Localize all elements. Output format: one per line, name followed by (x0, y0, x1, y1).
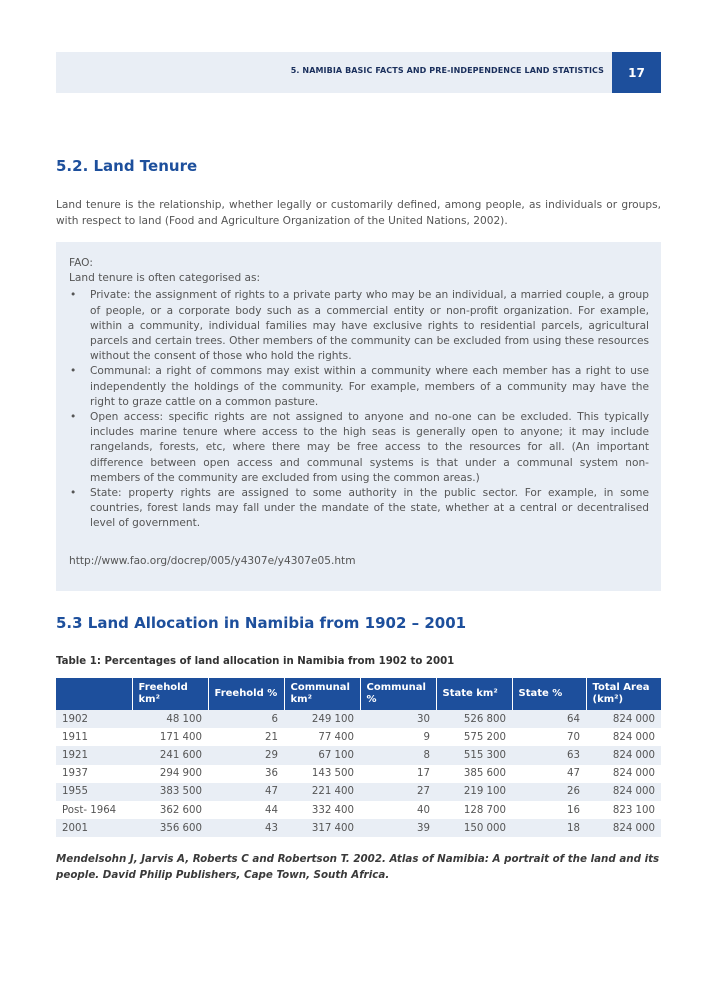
row-year-cell: 1955 (56, 783, 132, 801)
row-year-cell: 2001 (56, 819, 132, 837)
table-cell: 824 000 (586, 783, 661, 801)
list-item-text: Open access: specific rights are not assigned to anyone and no-one can be excluded. This typically includes marine tenure where access to the high seas is generally open to anyone; it may include rangelands, forests, etc, where there may be free access to the resources for all. (An important difference between open access and communal systems is that under a communal system non-members of the community are excluded from using the common areas.) (90, 411, 649, 484)
row-year-cell: 1902 (56, 710, 132, 728)
fao-intro: Land tenure is often categorised as: (69, 272, 261, 285)
table-cell: 356 600 (132, 819, 208, 837)
table-cell: 241 600 (132, 746, 208, 764)
table-cell: 383 500 (132, 783, 208, 801)
table-row (56, 728, 661, 746)
list-item (69, 364, 649, 410)
table-cell: 77 400 (284, 728, 360, 746)
bullet-icon: • (70, 411, 77, 424)
column-header: State % (512, 678, 586, 710)
table-cell: 8 (360, 746, 436, 764)
list-item (69, 410, 649, 486)
row-year-cell: 1911 (56, 728, 132, 746)
table-cell: 18 (512, 819, 586, 837)
table-cell: 515 300 (436, 746, 512, 764)
section-heading-land-tenure: 5.2. Land Tenure (56, 157, 198, 175)
table-body (56, 710, 661, 837)
table-cell: 128 700 (436, 801, 512, 819)
table-cell: 824 000 (586, 746, 661, 764)
fao-source-url: http://www.fao.org/docrep/005/y4307e/y4307e05.htm (69, 554, 356, 567)
table-cell: 26 (512, 783, 586, 801)
table-cell: 824 000 (586, 728, 661, 746)
list-item (69, 486, 649, 532)
table-cell: 39 (360, 819, 436, 837)
bullet-icon: • (70, 487, 77, 500)
table-cell: 150 000 (436, 819, 512, 837)
land-tenure-intro: Land tenure is the relationship, whether legally or customarily defined, among people, as individuals or groups, with respect to land (Food and Agriculture Organization of the United Nations, 2002). (56, 199, 661, 227)
table-cell: 249 100 (284, 710, 360, 728)
table-cell: 824 000 (586, 819, 661, 837)
row-year-cell: Post- 1964 (56, 801, 132, 819)
table-cell: 824 000 (586, 710, 661, 728)
row-year-cell: 1921 (56, 746, 132, 764)
bullet-icon: • (70, 289, 77, 302)
table-cell: 362 600 (132, 801, 208, 819)
column-header: Freehold % (208, 678, 284, 710)
table-caption: Table 1: Percentages of land allocation in Namibia from 1902 to 2001 (56, 656, 455, 667)
table-cell: 43 (208, 819, 284, 837)
table-row (56, 783, 661, 801)
table-cell: 143 500 (284, 765, 360, 783)
table-cell: 824 000 (586, 765, 661, 783)
table-cell: 575 200 (436, 728, 512, 746)
table-cell: 21 (208, 728, 284, 746)
table-cell: 6 (208, 710, 284, 728)
fao-label: FAO: (69, 257, 93, 269)
table-cell: 385 600 (436, 765, 512, 783)
table-cell: 64 (512, 710, 586, 728)
table-cell: 17 (360, 765, 436, 783)
list-item-text: Communal: a right of commons may exist within a community where each member has a right to use independently the holdings of the community. For example, members of a community may have the right to graze cattle on a common pasture. (90, 365, 649, 408)
column-header: Communal % (360, 678, 436, 710)
table-cell: 317 400 (284, 819, 360, 837)
table-cell: 526 800 (436, 710, 512, 728)
tenure-category-list (69, 288, 649, 531)
table-cell: 294 900 (132, 765, 208, 783)
source-citation: Mendelsohn J, Jarvis A, Roberts C and Robertson T. 2002. Atlas of Namibia: A portrait of the land and its people. David Philip Publishers, Cape Town, South Africa. (56, 853, 660, 881)
table-row (56, 746, 661, 764)
land-allocation-table (56, 678, 661, 837)
column-header: Freehold km² (132, 678, 208, 710)
column-header: Total Area (km²) (586, 678, 661, 710)
table-row (56, 710, 661, 728)
table-cell: 27 (360, 783, 436, 801)
table-cell: 36 (208, 765, 284, 783)
table-cell: 47 (208, 783, 284, 801)
column-header: State km² (436, 678, 512, 710)
table-cell: 16 (512, 801, 586, 819)
bullet-icon: • (70, 365, 77, 378)
table-cell: 171 400 (132, 728, 208, 746)
table-cell: 30 (360, 710, 436, 728)
table-cell: 44 (208, 801, 284, 819)
header-band (56, 52, 612, 93)
column-header: Communal km² (284, 678, 360, 710)
table-row (56, 801, 661, 819)
table-header-row (56, 678, 661, 710)
table-cell: 219 100 (436, 783, 512, 801)
table-row (56, 819, 661, 837)
table-cell: 67 100 (284, 746, 360, 764)
table-cell: 48 100 (132, 710, 208, 728)
table-cell: 47 (512, 765, 586, 783)
table-cell: 823 100 (586, 801, 661, 819)
table-cell: 29 (208, 746, 284, 764)
list-item-text: State: property rights are assigned to some authority in the public sector. For example, in some countries, forest lands may fall under the mandate of the state, whether at a central or decentralised level of government. (90, 487, 649, 530)
table-cell: 9 (360, 728, 436, 746)
table-cell: 70 (512, 728, 586, 746)
list-item (69, 288, 649, 364)
running-header-title: 5. NAMIBIA BASIC FACTS AND PRE-INDEPENDENCE LAND STATISTICS (290, 66, 604, 75)
fao-info-box (56, 242, 661, 591)
table-cell: 221 400 (284, 783, 360, 801)
page-number: 17 (612, 52, 661, 93)
table-cell: 40 (360, 801, 436, 819)
list-item-text: Private: the assignment of rights to a private party who may be an individual, a married couple, a group of people, or a corporate body such as a commercial entity or non-profit organization. For example, within a community, individual families may have exclusive rights to residential parcels, agricultural parcels and certain trees. Other members of the community can be excluded from using these resources without the consent of those who hold the rights. (90, 289, 649, 363)
table-cell: 332 400 (284, 801, 360, 819)
section-heading-land-allocation: 5.3 Land Allocation in Namibia from 1902 – 2001 (56, 614, 467, 632)
row-year-cell: 1937 (56, 765, 132, 783)
table-cell: 63 (512, 746, 586, 764)
table-row (56, 765, 661, 783)
column-header (56, 678, 132, 710)
